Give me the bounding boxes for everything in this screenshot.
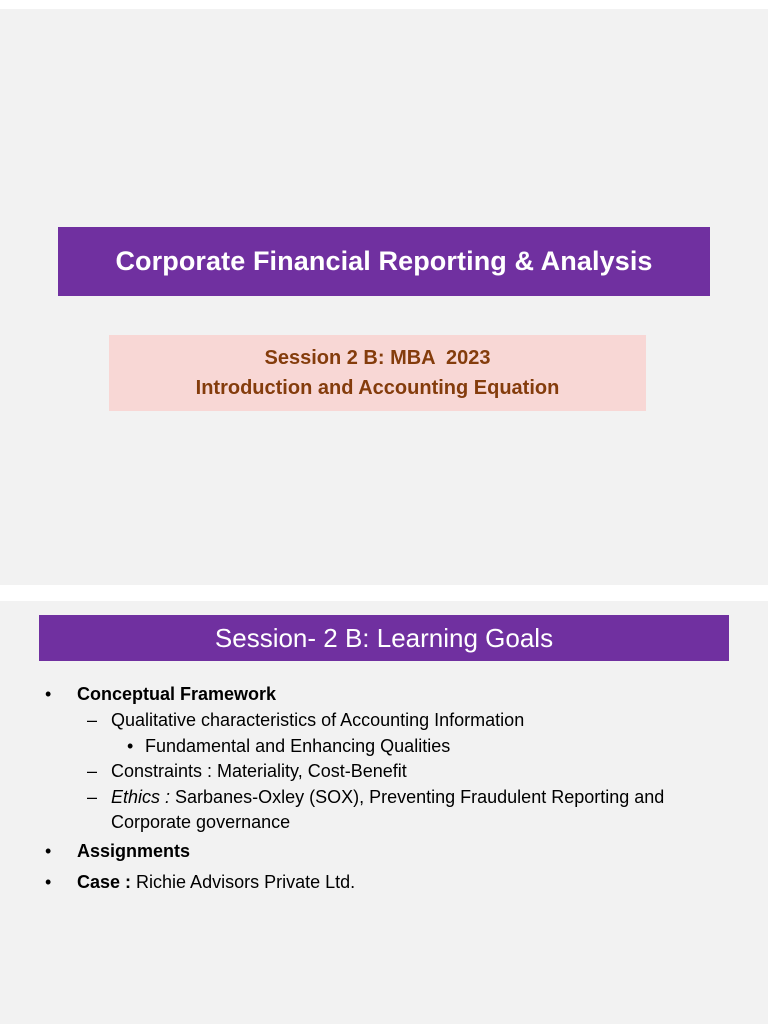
bullet-icon: • bbox=[45, 684, 52, 704]
list-item-text: Fundamental and Enhancing Qualities bbox=[145, 736, 451, 756]
list-item-label: Conceptual Framework bbox=[77, 684, 277, 704]
learning-goals-slide bbox=[0, 601, 768, 1024]
bullet-icon: • bbox=[45, 872, 52, 892]
list-item-continuation: Corporate governance bbox=[111, 812, 291, 832]
title-slide bbox=[0, 9, 768, 585]
dash-icon: – bbox=[87, 787, 98, 807]
session-subtitle-box bbox=[109, 335, 646, 411]
course-title: Corporate Financial Reporting & Analysis bbox=[115, 246, 653, 276]
bullet-icon: • bbox=[45, 841, 52, 861]
list-item-text bbox=[77, 870, 355, 894]
session-label: Session 2 B: MBA 2023 bbox=[264, 347, 491, 369]
case-text: Richie Advisors Private Ltd. bbox=[131, 872, 356, 892]
list-item-text: Qualitative characteristics of Accounting Information bbox=[111, 710, 525, 730]
list-item-text: Constraints : Materiality, Cost-Benefit bbox=[111, 761, 407, 781]
list-item-text bbox=[111, 785, 664, 809]
session-topic: Introduction and Accounting Equation bbox=[195, 377, 560, 399]
bullet-icon: • bbox=[127, 736, 134, 756]
ethics-label: Ethics : bbox=[111, 787, 171, 807]
goals-title: Session- 2 B: Learning Goals bbox=[214, 622, 554, 653]
ethics-text: Sarbanes-Oxley (SOX), Preventing Fraudulent Reporting and bbox=[170, 787, 665, 807]
goals-list bbox=[0, 601, 768, 1024]
dash-icon: – bbox=[87, 710, 98, 730]
dash-icon: – bbox=[87, 761, 98, 781]
title-banner bbox=[58, 227, 710, 296]
case-label: Case : bbox=[77, 872, 132, 892]
list-item-label: Assignments bbox=[77, 841, 191, 861]
